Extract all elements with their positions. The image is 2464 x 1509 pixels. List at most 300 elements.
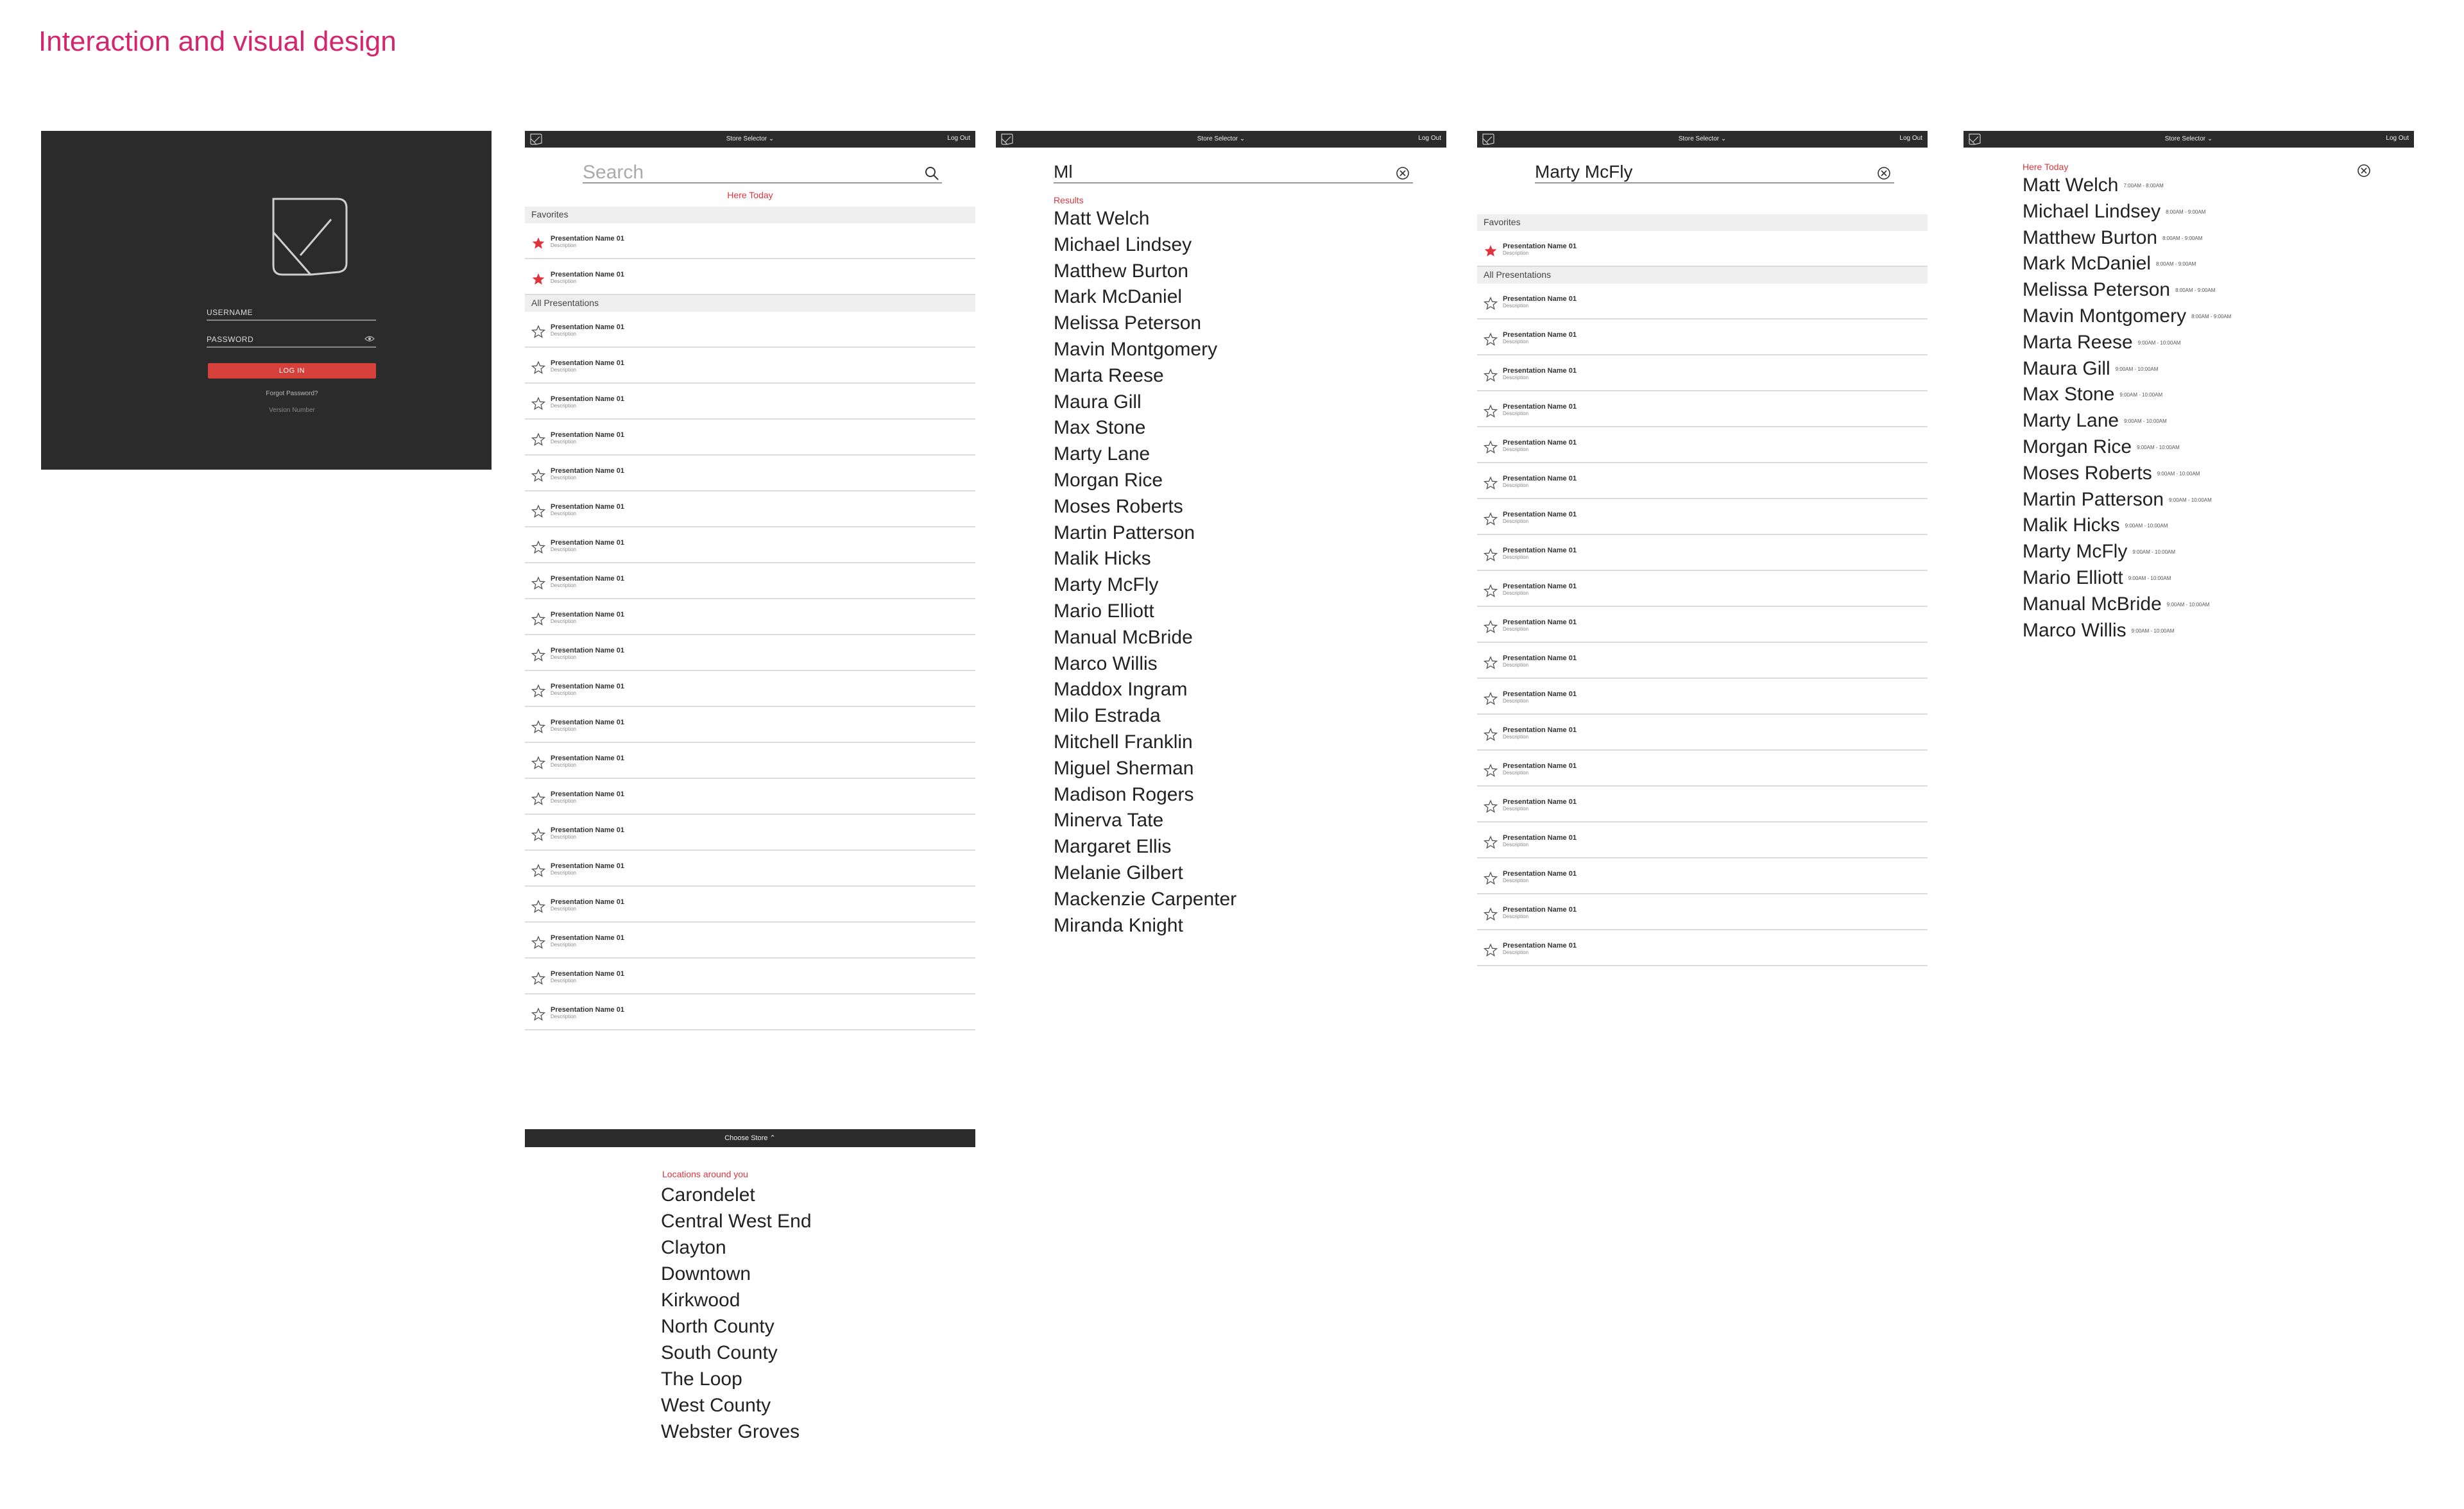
star-icon[interactable]	[531, 828, 545, 842]
presentation-name: Presentation Name 01	[1503, 618, 1577, 626]
presentation-row[interactable]	[1477, 535, 1928, 571]
presentation-row[interactable]	[525, 994, 975, 1030]
result-item[interactable]: Mark McDaniel	[1054, 286, 1183, 308]
presentation-description: Description	[1503, 662, 1529, 668]
person-presentations-screen	[1477, 131, 1928, 966]
presentation-name: Presentation Name 01	[551, 898, 624, 906]
person-item[interactable]	[2023, 385, 2414, 411]
presentations-screen	[525, 131, 975, 1030]
result-item[interactable]: Max Stone	[1054, 417, 1146, 439]
top-bar	[1964, 131, 2414, 148]
result-item[interactable]: Mitchell Franklin	[1054, 731, 1193, 753]
person-time: 9:00AM - 10:00AM	[2137, 445, 2180, 451]
presentation-row[interactable]	[1477, 679, 1928, 715]
person-name: Malik Hicks	[2023, 515, 2120, 536]
person-item[interactable]	[2023, 333, 2414, 359]
presentation-name: Presentation Name 01	[1503, 403, 1577, 411]
star-icon[interactable]	[1484, 943, 1498, 957]
presentation-description: Description	[1503, 447, 1529, 452]
presentation-name: Presentation Name 01	[1503, 654, 1577, 662]
presentation-name: Presentation Name 01	[1503, 583, 1577, 590]
all-presentations-header: All Presentations	[525, 295, 975, 312]
presentation-row[interactable]	[1477, 894, 1928, 930]
person-item[interactable]	[2023, 359, 2414, 386]
star-icon[interactable]	[1484, 512, 1498, 526]
logout-button[interactable]: Log Out	[947, 135, 970, 142]
presentation-description: Description	[1503, 770, 1529, 776]
star-icon[interactable]	[1484, 835, 1498, 849]
store-item[interactable]: Central West End	[661, 1211, 812, 1232]
result-item[interactable]: Madison Rogers	[1054, 783, 1194, 805]
person-name: Maura Gill	[2023, 357, 2110, 379]
star-icon[interactable]	[1484, 763, 1498, 778]
star-icon[interactable]	[1484, 799, 1498, 814]
search-query: Ml	[1054, 162, 1073, 182]
result-item[interactable]: Miguel Sherman	[1054, 757, 1194, 779]
presentation-description: Description	[551, 726, 577, 732]
presentation-description: Description	[551, 762, 577, 768]
person-name: Moses Roberts	[2023, 462, 2152, 484]
search-query: Marty McFly	[1535, 162, 1633, 182]
logout-button[interactable]: Log Out	[1418, 135, 1441, 142]
presentation-name: Presentation Name 01	[1503, 690, 1577, 698]
star-icon[interactable]	[531, 612, 545, 626]
result-item[interactable]: Morgan Rice	[1054, 469, 1163, 491]
presentation-row[interactable]	[1477, 751, 1928, 787]
presentation-row[interactable]	[525, 887, 975, 923]
person-time: 8:00AM - 9:00AM	[2156, 261, 2196, 268]
star-icon[interactable]	[1484, 332, 1498, 346]
store-selector-dropdown[interactable]: Store Selector ⌄	[2164, 135, 2213, 142]
presentation-description: Description	[551, 331, 577, 337]
favorite-star-icon[interactable]	[531, 236, 545, 250]
presentation-name: Presentation Name 01	[1503, 870, 1577, 878]
presentation-description: Description	[1503, 950, 1529, 955]
star-icon[interactable]	[1484, 548, 1498, 562]
star-icon[interactable]	[1484, 728, 1498, 742]
show-password-icon[interactable]	[364, 334, 375, 344]
person-time: 9:00AM - 10:00AM	[2128, 575, 2171, 582]
favorite-star-icon[interactable]	[1484, 244, 1498, 258]
star-icon[interactable]	[1484, 620, 1498, 634]
forgot-password-link[interactable]: Forgot Password?	[266, 390, 318, 397]
presentation-name: Presentation Name 01	[551, 754, 624, 762]
password-label: PASSWORD	[207, 335, 254, 344]
person-time: 9:00AM - 10:00AM	[2157, 470, 2200, 477]
presentation-name: Presentation Name 01	[551, 719, 624, 726]
result-item[interactable]: Michael Lindsey	[1054, 234, 1192, 255]
presentation-row[interactable]	[525, 384, 975, 420]
presentation-row[interactable]	[1477, 391, 1928, 427]
result-item[interactable]: Manual McBride	[1054, 626, 1193, 648]
person-item[interactable]	[2023, 411, 2414, 438]
presentation-description: Description	[1503, 482, 1529, 488]
presentation-description: Description	[551, 618, 577, 624]
star-icon[interactable]	[531, 540, 545, 554]
presentation-name: Presentation Name 01	[1503, 798, 1577, 806]
presentation-row[interactable]	[525, 707, 975, 743]
person-item[interactable]	[2023, 568, 2414, 595]
presentation-name: Presentation Name 01	[551, 970, 624, 978]
locations-label: Locations around you	[662, 1169, 748, 1179]
presentation-description: Description	[1503, 590, 1529, 596]
store-selector-dropdown[interactable]: Store Selector ⌄	[1678, 135, 1727, 142]
star-icon[interactable]	[531, 576, 545, 590]
presentation-description: Description	[551, 690, 577, 696]
top-bar	[525, 131, 975, 148]
presentation-row[interactable]	[525, 923, 975, 959]
star-icon[interactable]	[1484, 440, 1498, 454]
store-item[interactable]: Carondelet	[661, 1184, 755, 1206]
star-icon[interactable]	[1484, 656, 1498, 670]
result-item[interactable]: Melissa Peterson	[1054, 312, 1202, 334]
person-time: 9:00AM - 10:00AM	[2131, 627, 2175, 634]
presentation-row[interactable]	[525, 348, 975, 384]
star-icon[interactable]	[531, 396, 545, 411]
store-item[interactable]: Kirkwood	[661, 1290, 740, 1311]
person-name: Mavin Montgomery	[2023, 305, 2187, 327]
presentation-name: Presentation Name 01	[551, 359, 624, 367]
password-field[interactable]	[207, 335, 376, 348]
result-item[interactable]: Moses Roberts	[1054, 495, 1183, 517]
favorites-header: Favorites	[525, 207, 975, 223]
star-icon[interactable]	[531, 971, 545, 985]
person-name: Matthew Burton	[2023, 226, 2158, 248]
result-item[interactable]: Marty McFly	[1054, 574, 1159, 596]
username-label: USERNAME	[207, 308, 253, 317]
star-icon[interactable]	[531, 792, 545, 806]
presentation-name: Presentation Name 01	[551, 271, 624, 278]
presentation-description: Description	[1503, 411, 1529, 416]
presentation-row[interactable]	[525, 456, 975, 491]
result-item[interactable]: Mario Elliott	[1054, 600, 1154, 622]
star-icon[interactable]	[531, 684, 545, 698]
person-item[interactable]	[2023, 516, 2414, 542]
presentation-row[interactable]	[1477, 858, 1928, 894]
presentation-name: Presentation Name 01	[551, 647, 624, 654]
star-icon[interactable]	[531, 899, 545, 914]
presentation-description: Description	[1503, 626, 1529, 632]
presentation-name: Presentation Name 01	[551, 683, 624, 690]
person-item[interactable]	[2023, 490, 2414, 516]
person-item[interactable]	[2023, 176, 2414, 202]
presentation-name: Presentation Name 01	[1503, 726, 1577, 734]
person-name: Marta Reese	[2023, 331, 2133, 353]
result-item[interactable]: Maura Gill	[1054, 391, 1142, 413]
presentation-row[interactable]	[1477, 499, 1928, 535]
presentation-description: Description	[1503, 914, 1529, 919]
person-time: 8:00AM - 9:00AM	[2162, 235, 2203, 241]
presentation-row[interactable]	[525, 259, 975, 295]
store-item[interactable]: South County	[661, 1342, 778, 1363]
star-icon[interactable]	[531, 361, 545, 375]
star-icon[interactable]	[531, 935, 545, 950]
store-selector-dropdown[interactable]: Store Selector ⌄	[726, 135, 774, 142]
person-item[interactable]	[2023, 228, 2414, 255]
person-name: Mark McDaniel	[2023, 253, 2152, 275]
person-name: Marty Lane	[2023, 410, 2119, 432]
star-icon[interactable]	[531, 648, 545, 662]
presentation-description: Description	[1503, 303, 1529, 309]
person-time: 9:00AM - 10:00AM	[2124, 418, 2167, 425]
presentation-description: Description	[1503, 554, 1529, 560]
result-item[interactable]: Marty Lane	[1054, 443, 1151, 465]
result-item[interactable]: Martin Patterson	[1054, 522, 1195, 543]
result-item[interactable]: Matt Welch	[1054, 208, 1150, 229]
person-time: 8:00AM - 9:00AM	[2175, 287, 2216, 294]
presentation-name: Presentation Name 01	[551, 934, 624, 942]
presentation-description: Description	[551, 511, 577, 516]
presentation-row[interactable]	[525, 779, 975, 815]
result-item[interactable]: Miranda Knight	[1054, 914, 1183, 936]
person-item[interactable]	[2023, 464, 2414, 490]
person-time: 9:00AM - 10:00AM	[2137, 339, 2181, 346]
presentation-row[interactable]	[1477, 787, 1928, 823]
search-input[interactable]	[1535, 162, 1894, 183]
presentation-row[interactable]	[525, 635, 975, 671]
presentation-row[interactable]	[1477, 571, 1928, 607]
presentation-row[interactable]	[525, 563, 975, 599]
presentation-name: Presentation Name 01	[1503, 942, 1577, 950]
logout-button[interactable]: Log Out	[1899, 135, 1922, 142]
presentation-description: Description	[551, 1014, 577, 1019]
presentation-description: Description	[1503, 339, 1529, 345]
person-name: Marco Willis	[2023, 619, 2126, 641]
presentation-row[interactable]	[1477, 231, 1928, 267]
presentation-row[interactable]	[525, 527, 975, 563]
presentation-description: Description	[551, 403, 577, 409]
logout-button[interactable]: Log Out	[2386, 135, 2409, 142]
choose-store-panel	[525, 1129, 975, 1449]
result-item[interactable]: Matthew Burton	[1054, 260, 1189, 282]
presentation-name: Presentation Name 01	[551, 539, 624, 547]
store-selector-dropdown[interactable]: Store Selector ⌄	[1197, 135, 1245, 142]
search-placeholder: Search	[583, 162, 644, 183]
star-icon[interactable]	[1484, 296, 1498, 311]
presentation-name: Presentation Name 01	[551, 826, 624, 834]
results-list	[1054, 209, 1446, 942]
store-item[interactable]: Webster Groves	[661, 1421, 800, 1442]
store-item[interactable]: Downtown	[661, 1263, 751, 1284]
presentation-description: Description	[551, 278, 577, 284]
presentation-description: Description	[551, 475, 577, 481]
person-time: 9:00AM - 10:00AM	[2115, 366, 2159, 372]
presentation-row[interactable]	[1477, 427, 1928, 463]
presentation-name: Presentation Name 01	[551, 467, 624, 475]
person-name: Manual McBride	[2023, 593, 2162, 615]
result-item[interactable]: Marco Willis	[1054, 652, 1158, 674]
star-icon[interactable]	[531, 864, 545, 878]
presentation-row[interactable]	[1477, 463, 1928, 499]
presentation-description: Description	[1503, 806, 1529, 812]
star-icon[interactable]	[531, 325, 545, 339]
person-name: Max Stone	[2023, 384, 2115, 405]
search-results-screen	[996, 131, 1446, 942]
favorite-star-icon[interactable]	[531, 272, 545, 286]
star-icon[interactable]	[1484, 907, 1498, 921]
star-icon[interactable]	[1484, 476, 1498, 490]
star-icon[interactable]	[1484, 368, 1498, 382]
choose-store-bar[interactable]: Choose Store ⌃	[525, 1129, 975, 1147]
star-icon[interactable]	[1484, 404, 1498, 418]
search-input[interactable]	[1054, 162, 1413, 183]
presentation-row[interactable]	[525, 599, 975, 635]
clear-icon[interactable]	[1395, 166, 1410, 181]
presentation-description: Description	[1503, 698, 1529, 704]
presentation-name: Presentation Name 01	[1503, 243, 1577, 250]
presentation-description: Description	[551, 870, 577, 876]
presentation-name: Presentation Name 01	[1503, 906, 1577, 914]
person-time: 9:00AM - 10:00AM	[2119, 392, 2163, 398]
presentation-name: Presentation Name 01	[551, 395, 624, 403]
presentation-description: Description	[551, 367, 577, 373]
presentation-row[interactable]	[1477, 284, 1928, 320]
star-icon[interactable]	[531, 504, 545, 518]
person-item[interactable]	[2023, 202, 2414, 228]
brand-logo-icon	[262, 194, 352, 280]
result-item[interactable]: Milo Estrada	[1054, 705, 1161, 727]
here-today-link[interactable]: Here Today	[727, 190, 773, 200]
person-name: Matt Welch	[2023, 175, 2119, 196]
person-name: Marty McFly	[2023, 541, 2128, 563]
result-item[interactable]: Maddox Ingram	[1054, 679, 1188, 701]
login-screen	[41, 131, 492, 470]
here-today-label: Here Today	[2023, 162, 2069, 172]
all-presentations-header: All Presentations	[1477, 267, 1928, 284]
favorites-header: Favorites	[1477, 214, 1928, 231]
star-icon[interactable]	[531, 1007, 545, 1021]
presentation-row[interactable]	[525, 743, 975, 779]
presentation-row[interactable]	[1477, 607, 1928, 643]
presentation-description: Description	[551, 439, 577, 445]
results-label: Results	[1054, 195, 1084, 205]
result-item[interactable]: Minerva Tate	[1054, 810, 1164, 831]
username-field[interactable]	[207, 308, 376, 321]
person-item[interactable]	[2023, 542, 2414, 568]
presentation-row[interactable]	[525, 420, 975, 456]
presentation-name: Presentation Name 01	[1503, 331, 1577, 339]
presentation-name: Presentation Name 01	[1503, 834, 1577, 842]
star-icon[interactable]	[1484, 871, 1498, 885]
store-item[interactable]: North County	[661, 1316, 774, 1337]
presentation-row[interactable]	[1477, 930, 1928, 966]
presentation-row[interactable]	[1477, 355, 1928, 391]
presentation-name: Presentation Name 01	[551, 323, 624, 331]
search-input[interactable]	[583, 162, 942, 183]
presentation-name: Presentation Name 01	[551, 611, 624, 618]
person-time: 9:00AM - 10:00AM	[2166, 601, 2210, 608]
presentation-row[interactable]	[525, 959, 975, 994]
person-item[interactable]	[2023, 595, 2414, 621]
result-item[interactable]: Margaret Ellis	[1054, 836, 1172, 858]
here-today-screen	[1964, 131, 2414, 647]
presentation-name: Presentation Name 01	[551, 431, 624, 439]
store-item[interactable]: Clayton	[661, 1237, 726, 1258]
result-item[interactable]: Melanie Gilbert	[1054, 862, 1183, 883]
result-item[interactable]: Mavin Montgomery	[1054, 338, 1218, 360]
person-time: 7:00AM - 8:00AM	[2123, 183, 2164, 189]
page-title: Interaction and visual design	[38, 26, 397, 57]
result-item[interactable]: Marta Reese	[1054, 364, 1164, 386]
person-item[interactable]	[2023, 621, 2414, 647]
person-name: Martin Patterson	[2023, 488, 2164, 510]
presentation-name: Presentation Name 01	[551, 862, 624, 870]
presentation-description: Description	[551, 654, 577, 660]
presentation-description: Description	[1503, 734, 1529, 740]
person-time: 9:00AM - 10:00AM	[2132, 549, 2176, 556]
result-item[interactable]: Malik Hicks	[1054, 548, 1151, 570]
person-name: Michael Lindsey	[2023, 200, 2161, 222]
presentation-row[interactable]	[525, 312, 975, 348]
star-icon[interactable]	[531, 432, 545, 447]
star-icon[interactable]	[1484, 692, 1498, 706]
store-item[interactable]: West County	[661, 1395, 771, 1416]
result-item[interactable]: Mackenzie Carpenter	[1054, 888, 1237, 910]
star-icon[interactable]	[531, 720, 545, 734]
person-time: 9:00AM - 10:00AM	[2125, 523, 2168, 529]
store-item[interactable]: The Loop	[661, 1368, 742, 1390]
presentation-row[interactable]	[525, 491, 975, 527]
presentation-description: Description	[551, 243, 577, 248]
person-item[interactable]	[2023, 307, 2414, 333]
here-today-list	[2023, 176, 2414, 647]
presentation-description: Description	[551, 798, 577, 804]
search-icon[interactable]	[924, 166, 939, 181]
presentation-row[interactable]	[525, 223, 975, 259]
store-list	[661, 1186, 975, 1449]
presentation-row[interactable]	[1477, 823, 1928, 858]
presentation-row[interactable]	[525, 815, 975, 851]
star-icon[interactable]	[531, 756, 545, 770]
person-item[interactable]	[2023, 438, 2414, 464]
presentation-description: Description	[1503, 375, 1529, 380]
presentation-description: Description	[1503, 878, 1529, 883]
presentation-name: Presentation Name 01	[551, 575, 624, 583]
person-item[interactable]	[2023, 280, 2414, 307]
presentation-description: Description	[551, 906, 577, 912]
presentation-description: Description	[551, 978, 577, 984]
presentation-name: Presentation Name 01	[551, 235, 624, 243]
clear-icon[interactable]	[1876, 166, 1892, 181]
presentation-row[interactable]	[525, 671, 975, 707]
star-icon[interactable]	[1484, 584, 1498, 598]
presentation-name: Presentation Name 01	[1503, 762, 1577, 770]
presentation-row[interactable]	[1477, 643, 1928, 679]
presentation-name: Presentation Name 01	[1503, 511, 1577, 518]
presentation-description: Description	[551, 547, 577, 552]
presentation-name: Presentation Name 01	[1503, 547, 1577, 554]
login-button[interactable]: LOG IN	[208, 363, 376, 379]
presentation-description: Description	[1503, 842, 1529, 848]
presentation-description: Description	[551, 583, 577, 588]
presentation-name: Presentation Name 01	[1503, 367, 1577, 375]
person-time: 8:00AM - 9:00AM	[2191, 314, 2232, 320]
version-number: Version Number	[269, 407, 315, 414]
presentation-description: Description	[1503, 518, 1529, 524]
presentation-name: Presentation Name 01	[1503, 439, 1577, 447]
person-time: 8:00AM - 9:00AM	[2166, 209, 2206, 215]
person-item[interactable]	[2023, 254, 2414, 280]
presentation-name: Presentation Name 01	[1503, 475, 1577, 482]
star-icon[interactable]	[531, 468, 545, 482]
presentation-name: Presentation Name 01	[551, 1006, 624, 1014]
person-name: Morgan Rice	[2023, 436, 2132, 457]
presentation-row[interactable]	[1477, 320, 1928, 355]
presentation-row[interactable]	[1477, 715, 1928, 751]
presentation-row[interactable]	[525, 851, 975, 887]
top-bar	[1477, 131, 1928, 148]
close-icon[interactable]	[2356, 163, 2372, 178]
